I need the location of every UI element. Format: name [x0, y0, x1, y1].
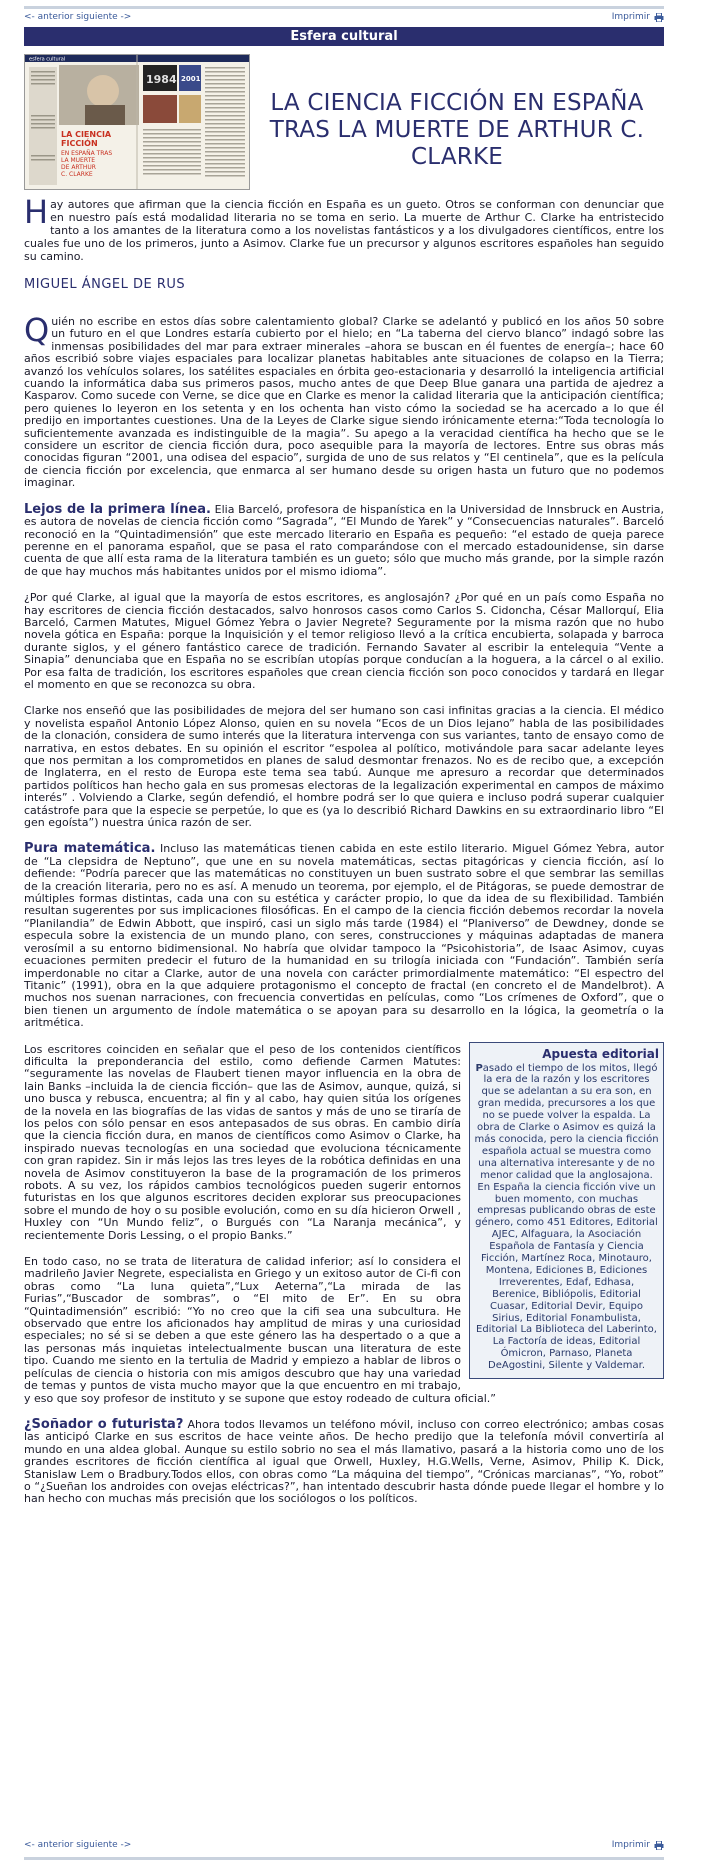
print-label: Imprimir — [611, 12, 650, 22]
printer-icon — [654, 13, 664, 22]
spread-num: 1984 — [146, 73, 177, 86]
spread-header-text: esfera cultural — [29, 56, 66, 63]
subhead-pura: Pura matemática. — [24, 841, 156, 857]
printer-icon — [654, 1841, 664, 1850]
print-label-bottom: Imprimir — [611, 1840, 650, 1850]
prev-link[interactable]: <- anterior — [24, 12, 74, 22]
paragraph-7: En todo caso, no se trata de literatura de calidad inferior; así lo considera el madrileño Javier Negrete, especialista en Griego y un exitoso autor de Ci-fi con obras como “La luna quieta”,“Lux Aeterna”,“La mirada de las Furias”,“Buscador de sombras”, o “El mito de Er”. En su obra “Quintadimensión” escribió: “Yo no creo que la cifi sea una subcultura. He observado que entre los aficionados hay amplitud de miras y una curiosidad especiales; no sé si se deben a que este género las ha despertado o a que a las personas más inquietas intelectualmente buscan una literatura de este tipo. Cuando me siento en la tertulia de Madrid y empiezo a hablar de libros o películas de ciencia o historia con mis amigos descubro que hay una variedad de temas y puntos de vista mucho mayor que la que encuentro en mi trabajo, y eso que soy profesor de instituto y se supone que estoy rodeado de cultura oficial.” — [24, 1255, 496, 1405]
svg-text:LA MUERTE: LA MUERTE — [61, 157, 96, 164]
paragraph-6: Los escritores coinciden en señalar que el peso de los contenidos científicos dificulta la preponderancia del estilo, como defiende Carmen Matutes: “seguramente las novelas de Flaubert tienen mayor influencia en la obra de Iain Banks –incluida la de ciencia ficción– que las de Asimov, aunque, quizá, si uno busca y rebusca, encuentra; al fin y al cabo, hay quien sitúa los orígenes de la novela en las biografías de las vidas de santos y más de uno se tiraría de los pelos con sólo pensar en esos antepasados de sus obras. En cambio diría que la ciencia ficción dura, en manos de científicos como Asimov o Clarke, ha inspirado nuevas tecnologías en una sociedad que evoluciona técnicamente con gran rapidez. Sin ir más lejos las tres leyes de la robótica definidas en una novela de Asimov constituyeron la base de la programación de los primeros robots. A su vez, los rápidos cambios tecnológicos pueden sugerir entornos futuristas en los que algunos escritores deciden explorar sus preocupaciones sobre el mundo de hoy o su posible evolución, como en su día hicieron Orwell , Huxley con “Un Mundo feliz”, o Burgués con “La Naranja mecánica”, y recientemente Doris Lessing, o el propio Banks.” — [24, 1042, 461, 1242]
hero — [24, 54, 664, 194]
subhead-lejos: Lejos de la primera línea. — [24, 501, 211, 517]
lead-dropcap: H — [24, 193, 49, 231]
sidebar-text — [474, 1063, 659, 1373]
subhead-sonador: ¿Soñador o futurista? — [24, 1416, 184, 1432]
print-link-bottom[interactable] — [612, 1840, 664, 1850]
sidebar-body: asado el tiempo de los mitos, llegó la era de la razón y los escritores que se adelantan a su era son, en gran medida, precursores a los que no se puede volver la espalda. La obra de Clarke o Asimov es quizá la más conocida, pero la ciencia ficción española actual se muestra como una alternativa interesante y de no menor calidad que la anglosajona. En España la ciencia ficción vive un buen momento, con muchas empresas publicando obras de este género, como 451 Editores, Editorial AJEC, Alfaguara, la Asociación Española de Fantasía y Ciencia Ficción, Martínez Roca, Minotauro, Montena, Ediciones B, Ediciones Irreverentes, Edaf, Edhasa, Berenice, Bibliópolis, Editorial Cuasar, Editorial Devir, Equipo Sirius, Editorial Fonambulista, Editorial La Biblioteca del Laberinto, La Factoría de ideas, Editorial Ómicron, Parnaso, Planeta DeAgostini, Silente y Valdemar. — [474, 1062, 659, 1372]
paragraph-5 — [24, 843, 664, 1029]
article-page — [24, 0, 665, 1850]
svg-text:EN ESPAÑA TRAS: EN ESPAÑA TRAS — [61, 150, 113, 157]
top-nav — [24, 9, 664, 25]
paragraph-4: Clarke nos enseñó que las posibilidades de mejora del ser humano son casi infinitas gracias a la ciencia. El médico y novelista español Antonio López Alonso, quien en su novela “Ecos de un Dios lejano” habla de las posibilidades de la clonación, considera de sumo interés que la literatura intervenga con sus variantes, tanto de ensayo como de narrativa, en estos debates. En su opinión el escritor “espolea al político, motivándole para sacar adelante leyes que nos permitan a los comprometidos en planes de salud desmontar frenazos. No es de recibo que, a excepción de Inglaterra, en el resto de Europa este tema sea tabú. Aunque me apresuro a recordar que determinados partidos políticos han hecho gala en sus promesas electoras de la legalización experimental en campos de máximo interés” . Volviendo a Clarke, según defendió, el hombre podrá ser lo que quiera e incluso podrá superar cualquier catástrofe para que la especie se perpetúe, lo que es (ya lo describió Richard Dawkins en su extraordinario libro “El gen egoísta”) nuestra única razón de ser. — [24, 704, 664, 830]
sidebar-cap: P — [475, 1062, 483, 1074]
svg-text:C. CLARKE: C. CLARKE — [61, 171, 93, 178]
sidebar-box — [469, 1042, 664, 1380]
svg-text:LA CIENCIA: LA CIENCIA — [61, 130, 112, 139]
p5-text: Incluso las matemáticas tienen cabida en este estilo literario. Miguel Gómez Yebra, autor de “La clepsidra de Neptuno”, que une en su novela matemáticas, sectas pitagóricas y ciencia ficción, así lo defiende: “Podría parecer que las matemáticas no constituyen un buen sustrato sobre el que sembrar las semillas de la creación literaria, pero no es así. A menudo un teorema, por ejemplo, el de Pitágoras, se puede demostrar de múltiples formas distintas, cada una con su estética y carácter propio, lo que da idea de su flexibilidad. También resultan sugerentes por sus implicaciones filosóficas. En el campo de la ciencia ficción debemos recordar la novela “Planilandia” de Edwin Abbott, que inspiró, casi un siglo más tarde (1984) el “Planiverso” de Dewdney, donde se especula sobre la existencia de un mundo plano, con seres, construcciones y máquinas adaptadas de manera verosímil a su entorno bidimensional. No habría que olvidar tampoco la “Psicohistoria”, de Isaac Asimov, cuyas ecuaciones permiten predecir el futuro de la humanidad en su trilogía iniciada con “Fundación”. También sería imperdonable no citar a Clarke, autor de una novela con carácter primordialmente matemático: “El espectro del Titanic” (1991), obra en la que adquiere protagonismo el concepto de fractal (en concreto el de Mandelbrot). A muchos nos suenan narraciones, con frecuencia convertidas en películas, como “Los crímenes de Oxford”, que o bien tienen un argumento de índole matemática o se apoyan para su desarrollo en la lógica, la geometría o la aritmética. — [24, 842, 665, 1030]
lead-text: ay autores que afirman que la ciencia ficción en España es un gueto. Otros se conforman con denunciar que en nuestro país está modalidad literaria no se toma en serio. La muerte de Arthur C. Clarke ha entristecido tanto a los amantes de la literatura como a los novelistas fantásticos y a los divulgadores científicos, entre los cuales fue uno de los primeros, junto a Asimov. Clarke fue un precursor y algunos escritores españoles han seguido su camino. — [24, 198, 664, 263]
p8-text: Ahora todos llevamos un teléfono móvil, incluso con correo electrónico; ambas cosas las anticipó Clarke en sus escritos de hace veinte años. De hecho predijo que la telefonía móvil convertiría al mundo en una aldea global. Aunque su estilo sobrio no sea el más llamativo, pasará a la historia como uno de los grandes escritores de ficción científica al igual que Orwell, Huxley, H.G.Wells, Verne, Asimov, Philip K. Dick, Stanislaw Lem o Bradbury.Todos ellos, con obras como “La máquina del tiempo”, “Crónicas marcianas”, “Yo, robot” o “¿Sueñan los androides con ovejas eléctricas?”, han intentado descubrir hasta dónde puede llegar el hombre y lo han hecho con muchas más precisión que los sociólogos o los políticos. — [24, 1417, 664, 1506]
spread-num2: 2001 — [181, 75, 201, 83]
bottom-nav — [24, 1837, 664, 1853]
paragraph-8 — [24, 1416, 664, 1506]
magazine-spread-image[interactable] — [24, 54, 250, 190]
p1-text: uién no escribe en estos días sobre calentamiento global? Clarke se adelantó y publicó en los años 50 sobre un futuro en el que Londres estaría cubierto por el hielo; en “La taberna del ciervo blanco” indagó sobre las inmensas posibilidades del mar para extraer minerales –ahora se buscan en él fuentes de energía–; hace 60 años escribió sobre viajes espaciales para localizar planetas habitables ante situaciones de colapso en la Tierra; avanzó los vehículos solares, los satélites espaciales en órbita geo-estacionaria y desarrolló la inteligencia artificial cuando la informática daba sus primeros pasos, mucho antes de que Deep Blue ganara una partida de ajedrez a Kasparov. Como sucede con Verne, se dice que en Clarke es menor la calidad literaria que la anticipación científica; pero quienes lo leyeron en los setenta y en los ochenta han visto cómo la sociedad se ha acercado a lo que él predijo en importantes cuestiones. Una de la Leyes de Clarke sigue siendo irónicamente eterna:“Toda tecnología lo suficientemente avanzada es indistinguible de la magia”. Su apego a la veracidad científica ha hecho que se le considere un escritor de ciencia ficción dura, poco asequible para la mayoría de lectores. Entre sus obras más conocidas figuran “2001, una odisea del espacio”, surgida de uno de sus relatos y “El centinela”, que es la película de ciencia ficción por excelencia, que enmarca al ser humano desde su origen hasta un futuro que no podemos imaginar. — [24, 315, 664, 490]
paragraph-2 — [24, 501, 664, 578]
next-link-bottom[interactable]: siguiente -> — [76, 1840, 132, 1850]
headline: LA CIENCIA FICCIÓN EN ESPAÑA TRAS LA MUERTE DE ARTHUR C. CLARKE — [269, 90, 645, 170]
prev-link-bottom[interactable]: <- anterior — [24, 1840, 74, 1850]
section-bar: Esfera cultural — [24, 27, 664, 46]
next-link[interactable]: siguiente -> — [76, 12, 132, 22]
author-byline: MIGUEL ÁNGEL DE RUS — [24, 277, 186, 292]
spread-illustration — [25, 55, 249, 189]
paragraph-1 — [24, 311, 664, 490]
p1-dropcap: Q — [24, 311, 50, 349]
sidebar-title: Apuesta editorial — [542, 1046, 659, 1061]
bottom-rule — [24, 1857, 664, 1860]
svg-text:FICCIÓN: FICCIÓN — [61, 139, 98, 148]
paragraph-3: ¿Por qué Clarke, al igual que la mayoría de estos escritores, es anglosajón? ¿Por qué en un país como España no hay escritores de ciencia ficción destacados, salvo honrosos casos como Carlos S. Cidoncha, César Mallorquí, Elia Barceló, Carmen Matutes, Miguel Gómez Yebra o Javier Negrete? Seguramente por la misma razón que no hubo novela gótica en España: porque la Inquisición y el temor religioso llevó a la crítica encubierta, solapada y barroca durante siglos, y el género fantástico carece de tradición. Fernando Savater al escribir la entelequia “Vente a Sinapia” denunciaba que en España no se escribían utopías porque conducían a la hoguera, a la cárcel o al exilio. Por esa falta de tradición, los escritores españoles que crean ciencia ficción son poco conocidos y tardará en llegar el momento en que se reconozca su obra. — [24, 591, 664, 691]
lead-paragraph — [24, 193, 664, 263]
print-link[interactable] — [612, 12, 664, 22]
p2-text: Elia Barceló, profesora de hispanística en la Universidad de Innsbruck en Austria, es autora de novelas de ciencia ficción como “Sagrada”, “El Mundo de Yarek” y “Consecuencias naturales”. Barceló reconoció en la “Quintadimensión” que este mercado literario en España es pequeño: “el estado de queja parece perenne en el panorama español, que se pasa el rato comparándose con el mercado estadounidense, sin darse cuenta de que allí esta rama de la literatura también es un gueto; sólo que mucho más grande, por la simple razón de que hay muchos más habitantes unidos por el mismo idioma”. — [24, 502, 664, 578]
svg-text:DE ARTHUR: DE ARTHUR — [61, 164, 96, 171]
